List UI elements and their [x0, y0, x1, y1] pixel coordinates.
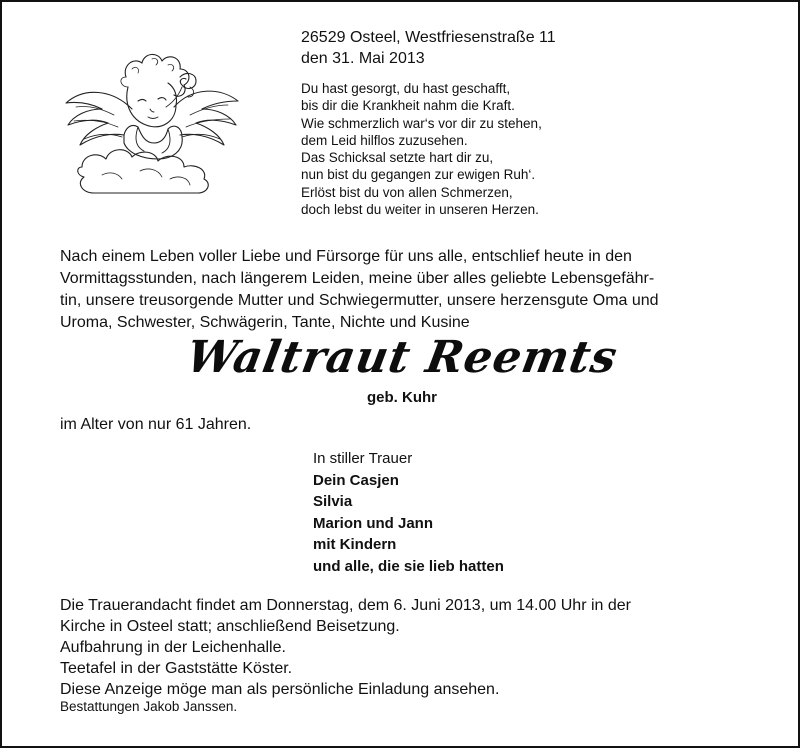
- poem-line: Wie schmerzlich war‘s vor dir zu stehen,: [301, 115, 542, 131]
- announcement-line: Vormittagsstunden, nach längerem Leiden, meine über alles geliebte Lebensgefähr-: [60, 270, 655, 287]
- mourner-name: Silvia: [313, 493, 353, 510]
- place-and-date: [301, 27, 556, 69]
- mourning-heading: In stiller Trauer: [313, 450, 413, 467]
- memorial-poem: [301, 80, 542, 218]
- death-announcement-text: [60, 246, 760, 334]
- cherub-angel-illustration: [62, 47, 242, 197]
- announcement-line: tin, unsere treusorgende Mutter und Schwiegermutter, unsere herzensgute Oma und: [60, 292, 659, 309]
- mourner-name: mit Kindern: [313, 536, 397, 553]
- service-line: Kirche in Osteel statt; anschließend Beisetzung.: [60, 618, 400, 635]
- poem-line: nun bist du gegangen zur ewigen Ruh‘.: [301, 167, 536, 183]
- undertaker-credit: Bestattungen Jakob Janssen.: [60, 699, 238, 714]
- poem-line: Das Schicksal setzte hart dir zu,: [301, 150, 494, 166]
- poem-line: dem Leid hilflos zuzusehen.: [301, 132, 468, 148]
- service-line: Aufbahrung in der Leichenhalle.: [60, 639, 286, 656]
- deceased-name: Waltraut Reemts: [182, 332, 622, 383]
- date-line: den 31. Mai 2013: [301, 50, 425, 67]
- service-line: Teetafel in der Gaststätte Köster.: [60, 660, 293, 677]
- address-line: 26529 Osteel, Westfriesenstraße 11: [301, 29, 556, 46]
- mourner-name: und alle, die sie lieb hatten: [313, 557, 504, 575]
- announcement-line: Uroma, Schwester, Schwägerin, Tante, Nichte und Kusine: [60, 314, 470, 331]
- announcement-line: Nach einem Leben voller Liebe und Fürsorge für uns alle, entschlief heute in den: [60, 248, 632, 265]
- funeral-service-details: [60, 595, 631, 700]
- maiden-name: geb. Kuhr: [367, 389, 437, 406]
- poem-line: Erlöst bist du von allen Schmerzen,: [301, 184, 513, 200]
- age-statement: im Alter von nur 61 Jahren.: [60, 416, 252, 433]
- poem-line: doch lebst du weiter in unseren Herzen.: [301, 202, 539, 218]
- poem-line: bis dir die Krankheit nahm die Kraft.: [301, 98, 515, 114]
- mourner-name: Dein Casjen: [313, 471, 399, 489]
- poem-line: Du hast gesorgt, du hast geschafft,: [301, 81, 511, 96]
- mourner-name: Marion und Jann: [313, 514, 433, 532]
- mourners-block: [313, 448, 504, 577]
- service-line: Die Trauerandacht findet am Donnerstag, dem 6. Juni 2013, um 14.00 Uhr in der: [60, 597, 631, 614]
- service-line: Diese Anzeige möge man als persönliche Einladung ansehen.: [60, 681, 500, 698]
